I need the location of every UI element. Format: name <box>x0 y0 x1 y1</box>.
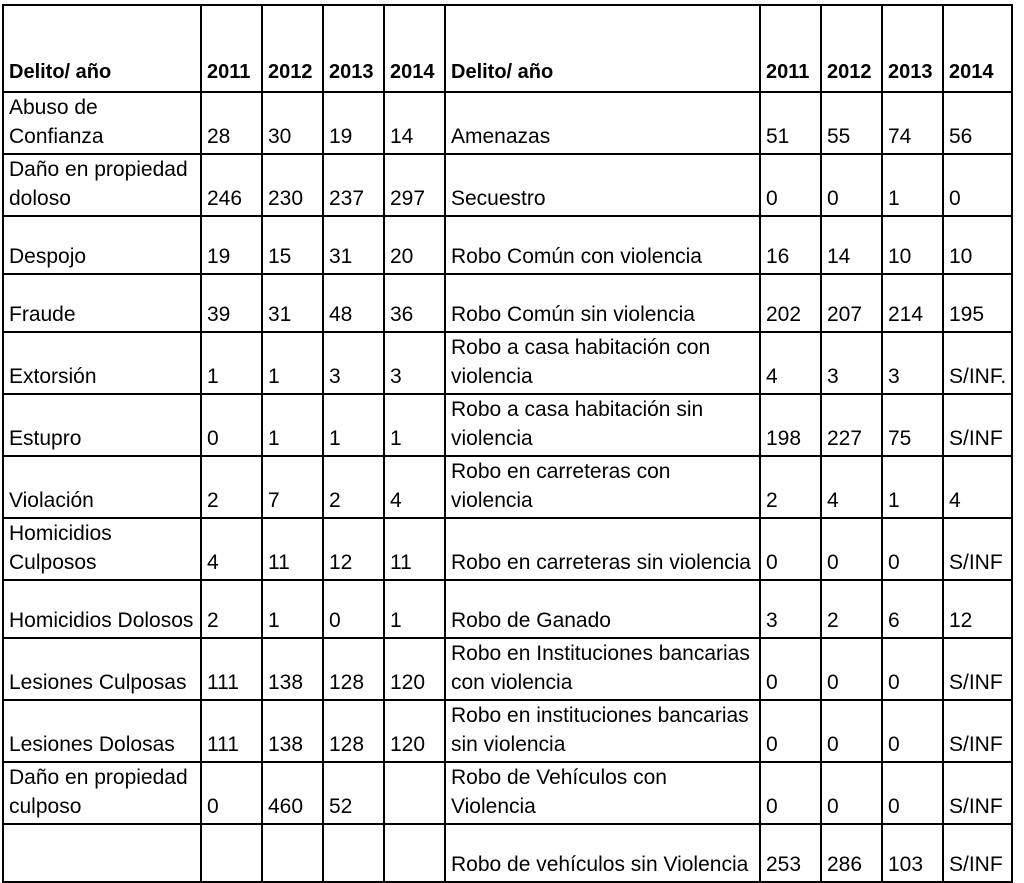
table-row <box>3 638 1012 700</box>
value-left-cell: 19 <box>323 92 384 154</box>
value-left-cell: 237 <box>323 154 384 216</box>
value-left-cell: 1 <box>262 580 323 638</box>
value-left-cell: 0 <box>323 580 384 638</box>
value-left-cell: 20 <box>384 216 445 274</box>
table-row <box>3 762 1012 824</box>
value-right-cell: 1 <box>882 154 943 216</box>
crime-name-right: Robo Común con violencia <box>445 216 760 274</box>
value-left-cell: 11 <box>384 518 445 580</box>
crime-name-right: Secuestro <box>445 154 760 216</box>
table-row <box>3 92 1012 154</box>
value-right-cell: 253 <box>760 824 821 882</box>
value-left-cell: 120 <box>384 638 445 700</box>
value-right-cell: 202 <box>760 274 821 332</box>
value-right-cell: S/INF. <box>943 332 1012 394</box>
value-left-cell: 128 <box>323 638 384 700</box>
crime-name-right: Robo a casa habitación sin violencia <box>445 394 760 456</box>
value-left-cell: 1 <box>262 332 323 394</box>
value-right-cell: 227 <box>821 394 882 456</box>
value-left-cell: 2 <box>201 456 262 518</box>
crime-name-right: Robo Común sin violencia <box>445 274 760 332</box>
crime-name-left: Daño en propiedad doloso <box>3 154 201 216</box>
value-left-cell <box>384 762 445 824</box>
value-right-cell: S/INF <box>943 824 1012 882</box>
value-right-cell: 214 <box>882 274 943 332</box>
value-left-cell: 0 <box>201 762 262 824</box>
value-left-cell: 3 <box>384 332 445 394</box>
value-left-cell: 4 <box>201 518 262 580</box>
crime-name-right: Robo a casa habitación con violencia <box>445 332 760 394</box>
value-right-cell: S/INF <box>943 394 1012 456</box>
crime-name-left: Lesiones Dolosas <box>3 700 201 762</box>
header-crime-label-left: Delito/ año <box>3 5 201 92</box>
value-left-cell: 52 <box>323 762 384 824</box>
value-right-cell: 207 <box>821 274 882 332</box>
header-year-right: 2011 <box>760 5 821 92</box>
value-right-cell: 0 <box>760 762 821 824</box>
value-right-cell: S/INF <box>943 518 1012 580</box>
value-right-cell: 195 <box>943 274 1012 332</box>
crime-name-left: Lesiones Culposas <box>3 638 201 700</box>
crime-name-right: Robo de Vehículos con Violencia <box>445 762 760 824</box>
value-right-cell: 0 <box>760 154 821 216</box>
value-right-cell: 0 <box>821 700 882 762</box>
table-row <box>3 154 1012 216</box>
crime-name-left: Homicidios Culposos <box>3 518 201 580</box>
header-crime-label-right: Delito/ año <box>445 5 760 92</box>
value-right-cell: 10 <box>943 216 1012 274</box>
value-right-cell: S/INF <box>943 700 1012 762</box>
value-left-cell: 11 <box>262 518 323 580</box>
crime-name-left: Extorsión <box>3 332 201 394</box>
header-row <box>3 5 1012 92</box>
crime-statistics-table <box>2 4 1013 883</box>
table-row <box>3 216 1012 274</box>
table-row <box>3 332 1012 394</box>
header-year-left: 2013 <box>323 5 384 92</box>
value-right-cell: 0 <box>760 700 821 762</box>
value-left-cell: 39 <box>201 274 262 332</box>
value-left-cell: 1 <box>201 332 262 394</box>
value-left-cell: 128 <box>323 700 384 762</box>
value-right-cell: 0 <box>821 518 882 580</box>
value-left-cell: 4 <box>384 456 445 518</box>
crime-name-right: Robo en carreteras con violencia <box>445 456 760 518</box>
table-body <box>3 92 1012 882</box>
header-year-right: 2012 <box>821 5 882 92</box>
value-left-cell: 28 <box>201 92 262 154</box>
header-year-left: 2011 <box>201 5 262 92</box>
value-right-cell: 198 <box>760 394 821 456</box>
value-left-cell: 138 <box>262 700 323 762</box>
header-year-left: 2014 <box>384 5 445 92</box>
value-right-cell: 16 <box>760 216 821 274</box>
value-left-cell: 3 <box>323 332 384 394</box>
value-right-cell: 0 <box>821 638 882 700</box>
table-row <box>3 824 1012 882</box>
table-row <box>3 456 1012 518</box>
crime-name-left: Estupro <box>3 394 201 456</box>
value-right-cell: 2 <box>821 580 882 638</box>
value-right-cell: 1 <box>882 456 943 518</box>
value-left-cell <box>323 824 384 882</box>
value-left-cell: 1 <box>384 580 445 638</box>
value-left-cell: 2 <box>323 456 384 518</box>
value-left-cell: 48 <box>323 274 384 332</box>
value-right-cell: 75 <box>882 394 943 456</box>
crime-name-left: Violación <box>3 456 201 518</box>
value-right-cell: 4 <box>821 456 882 518</box>
value-left-cell: 111 <box>201 638 262 700</box>
crime-name-right: Robo de vehículos sin Violencia <box>445 824 760 882</box>
value-left-cell: 246 <box>201 154 262 216</box>
value-left-cell: 1 <box>323 394 384 456</box>
value-right-cell: 2 <box>760 456 821 518</box>
value-right-cell: 6 <box>882 580 943 638</box>
value-left-cell: 230 <box>262 154 323 216</box>
value-right-cell: 0 <box>882 762 943 824</box>
value-right-cell: S/INF <box>943 638 1012 700</box>
value-left-cell: 111 <box>201 700 262 762</box>
value-right-cell: 286 <box>821 824 882 882</box>
value-left-cell: 30 <box>262 92 323 154</box>
value-left-cell <box>201 824 262 882</box>
value-right-cell: 4 <box>943 456 1012 518</box>
table-row <box>3 518 1012 580</box>
value-right-cell: 3 <box>760 580 821 638</box>
crime-name-left: Abuso de Confianza <box>3 92 201 154</box>
value-right-cell: 0 <box>760 518 821 580</box>
value-right-cell: 56 <box>943 92 1012 154</box>
value-left-cell: 1 <box>262 394 323 456</box>
value-left-cell: 36 <box>384 274 445 332</box>
value-right-cell: 4 <box>760 332 821 394</box>
value-left-cell: 31 <box>323 216 384 274</box>
crime-name-right: Robo de Ganado <box>445 580 760 638</box>
value-left-cell: 14 <box>384 92 445 154</box>
table-row <box>3 394 1012 456</box>
table-row <box>3 700 1012 762</box>
value-left-cell: 297 <box>384 154 445 216</box>
crime-name-left: Homicidios Dolosos <box>3 580 201 638</box>
value-right-cell: 0 <box>821 154 882 216</box>
value-right-cell: 0 <box>882 518 943 580</box>
value-right-cell: 55 <box>821 92 882 154</box>
value-left-cell: 7 <box>262 456 323 518</box>
header-year-right: 2014 <box>943 5 1012 92</box>
value-right-cell: 103 <box>882 824 943 882</box>
value-left-cell: 19 <box>201 216 262 274</box>
value-left-cell: 1 <box>384 394 445 456</box>
value-left-cell: 12 <box>323 518 384 580</box>
value-left-cell <box>384 824 445 882</box>
value-left-cell <box>262 824 323 882</box>
value-right-cell: 10 <box>882 216 943 274</box>
value-right-cell: 14 <box>821 216 882 274</box>
table-row <box>3 274 1012 332</box>
value-right-cell: S/INF <box>943 762 1012 824</box>
header-year-right: 2013 <box>882 5 943 92</box>
value-right-cell: 12 <box>943 580 1012 638</box>
value-right-cell: 0 <box>943 154 1012 216</box>
value-left-cell: 460 <box>262 762 323 824</box>
header-year-left: 2012 <box>262 5 323 92</box>
value-right-cell: 51 <box>760 92 821 154</box>
value-right-cell: 0 <box>821 762 882 824</box>
table-row <box>3 580 1012 638</box>
value-right-cell: 74 <box>882 92 943 154</box>
crime-name-right: Amenazas <box>445 92 760 154</box>
crime-name-left <box>3 824 201 882</box>
value-right-cell: 0 <box>760 638 821 700</box>
value-right-cell: 0 <box>882 700 943 762</box>
crime-name-right: Robo en carreteras sin violencia <box>445 518 760 580</box>
value-left-cell: 0 <box>201 394 262 456</box>
crime-name-left: Despojo <box>3 216 201 274</box>
crime-name-left: Daño en propiedad culposo <box>3 762 201 824</box>
value-right-cell: 3 <box>821 332 882 394</box>
value-left-cell: 120 <box>384 700 445 762</box>
value-right-cell: 0 <box>882 638 943 700</box>
value-left-cell: 31 <box>262 274 323 332</box>
crime-name-right: Robo en Instituciones bancarias con violencia <box>445 638 760 700</box>
crime-name-right: Robo en instituciones bancarias sin violencia <box>445 700 760 762</box>
value-left-cell: 138 <box>262 638 323 700</box>
crime-name-left: Fraude <box>3 274 201 332</box>
value-right-cell: 3 <box>882 332 943 394</box>
value-left-cell: 2 <box>201 580 262 638</box>
value-left-cell: 15 <box>262 216 323 274</box>
